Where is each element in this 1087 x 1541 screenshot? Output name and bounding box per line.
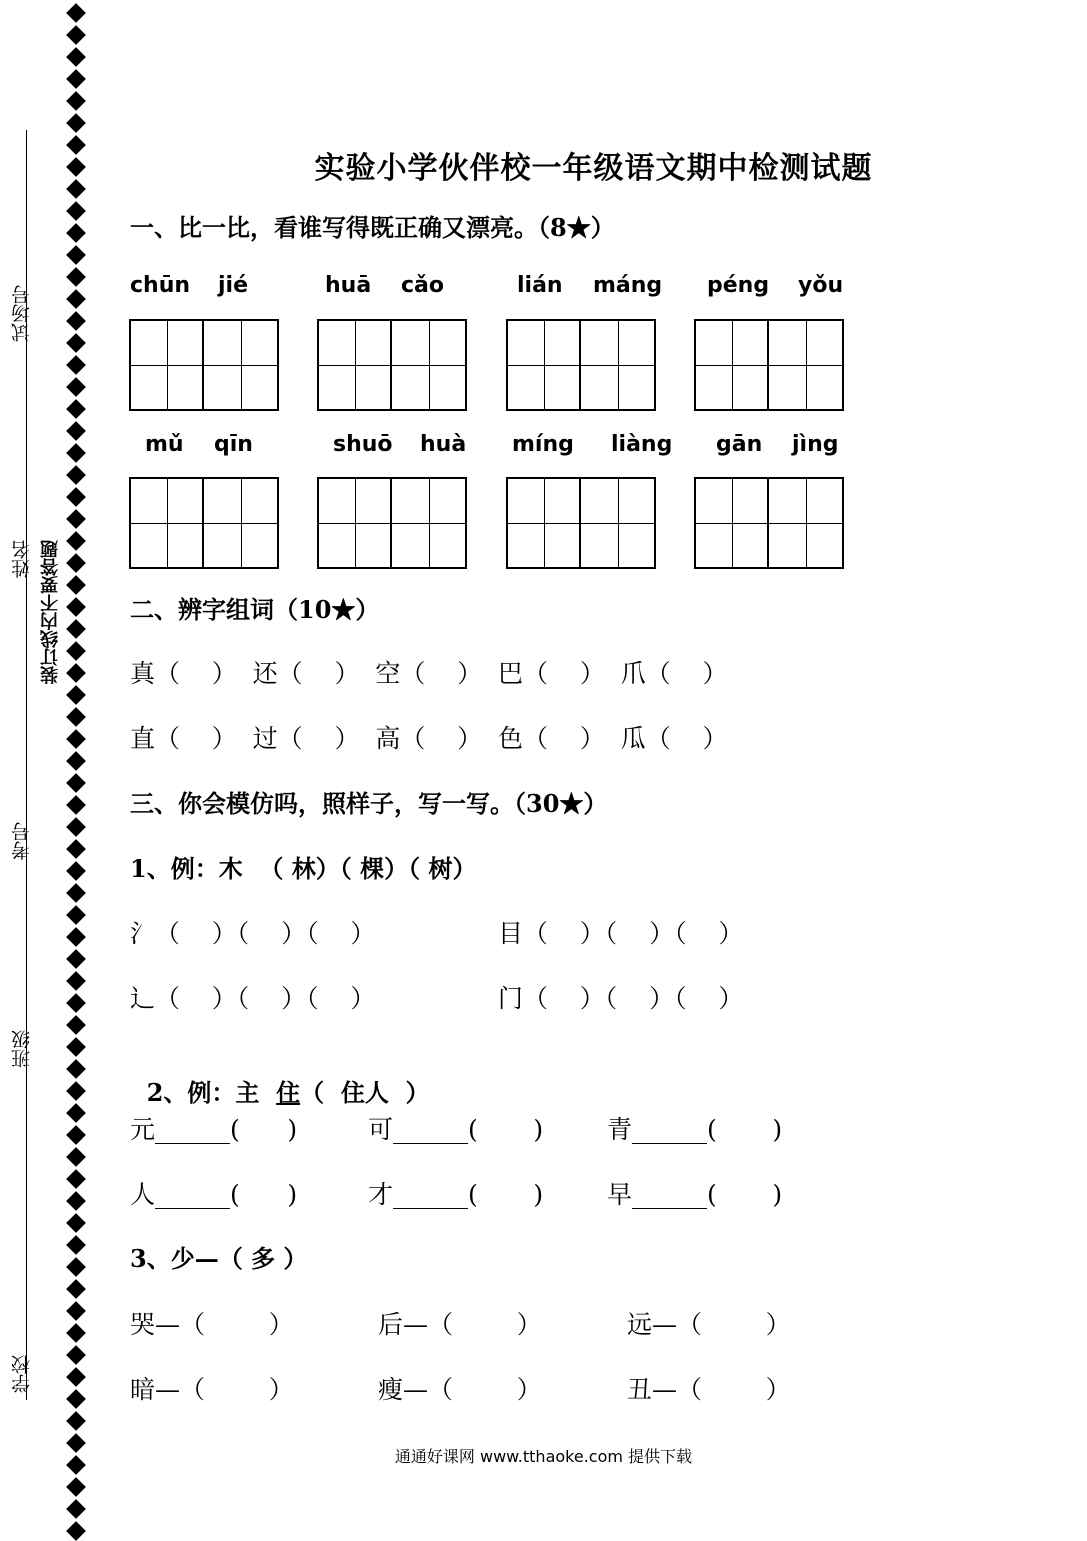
q3-answer[interactable]: 哭—（ ） <box>130 1310 294 1339</box>
binding-diamond-icon <box>66 465 86 485</box>
q3-answer[interactable]: 暗—（ ） <box>130 1375 294 1404</box>
binding-diamond-icon <box>66 641 86 661</box>
binding-diamond-icon <box>66 1477 86 1497</box>
binding-diamond-icon <box>66 1037 86 1057</box>
binding-diamond-icon <box>66 223 86 243</box>
binding-diamond-icon <box>66 1499 86 1519</box>
binding-diamond-icon <box>66 1169 86 1189</box>
binding-diamond-icon <box>66 1389 86 1409</box>
writing-grid-box[interactable] <box>694 477 844 569</box>
binding-diamond-icon <box>66 685 86 705</box>
binding-diamond-icon <box>66 25 86 45</box>
q3-answer[interactable]: 瘦—（ ） <box>378 1375 542 1404</box>
pinyin: qīn <box>214 432 253 457</box>
q2-answer[interactable]: 元______( ) <box>130 1115 298 1144</box>
binding-diamond-icon <box>66 69 86 89</box>
binding-diamond-icon <box>66 289 86 309</box>
q3-answer[interactable]: 远—（ ） <box>627 1310 791 1339</box>
pinyin: máng <box>593 273 663 298</box>
binding-diamond-icon <box>66 795 86 815</box>
binding-diamond-icon <box>66 1125 86 1145</box>
q2-example-prefix: 2、例：主 <box>146 1078 277 1107</box>
writing-grid-box[interactable] <box>317 319 467 411</box>
writing-grid-box[interactable] <box>129 477 279 569</box>
binding-diamond-icon <box>66 1345 86 1365</box>
margin-label-name: 姓名 <box>11 540 33 578</box>
section3-heading: 三、你会模仿吗，照样子，写一写。（30★） <box>130 789 608 818</box>
pinyin: cǎo <box>401 273 445 298</box>
binding-diamond-icon <box>66 971 86 991</box>
pinyin: jìng <box>792 432 839 457</box>
binding-diamond-icon <box>66 1191 86 1211</box>
binding-diamond-icon <box>66 1147 86 1167</box>
binding-diamond-icon <box>66 47 86 67</box>
binding-diamond-icon <box>66 597 86 617</box>
binding-diamond-icon <box>66 553 86 573</box>
q3-answer[interactable]: 后—（ ） <box>378 1310 542 1339</box>
binding-diamond-icon <box>66 817 86 837</box>
binding-diamond-icon <box>66 1103 86 1123</box>
binding-diamond-icon <box>66 663 86 683</box>
binding-diamond-icon <box>66 949 86 969</box>
binding-diamond-icon <box>66 1059 86 1079</box>
pinyin: yǒu <box>798 273 844 298</box>
binding-diamond-icon <box>66 377 86 397</box>
pinyin: gān <box>716 432 763 457</box>
binding-diamond-icon <box>66 3 86 23</box>
binding-diamond-icon <box>66 707 86 727</box>
binding-diamond-icon <box>66 1521 86 1541</box>
binding-diamond-icon <box>66 861 86 881</box>
footer-source: 通通好课网 www.tthaoke.com 提供下载 <box>394 1447 693 1466</box>
q2-answer[interactable]: 早______( ) <box>607 1180 783 1209</box>
q1-answer-row[interactable]: 门（ ）（ ）（ ） <box>498 984 744 1013</box>
binding-diamond-icon <box>66 509 86 529</box>
binding-diamond-icon <box>66 575 86 595</box>
pinyin: míng <box>512 432 574 457</box>
binding-diamond-icon <box>66 355 86 375</box>
q2-example <box>130 1044 430 1108</box>
pinyin: liàng <box>611 432 673 457</box>
binding-diamond-icon <box>66 619 86 639</box>
section2-heading: 二、辨字组词（10★） <box>130 595 380 624</box>
pinyin: lián <box>517 273 563 298</box>
q2-example-word: 住 <box>276 1078 301 1107</box>
binding-diamond-icon <box>66 839 86 859</box>
binding-margin-rail <box>62 0 102 1536</box>
binding-diamond-icon <box>66 1411 86 1431</box>
binding-diamond-icon <box>66 1081 86 1101</box>
q2-answer[interactable]: 才______( ) <box>368 1180 544 1209</box>
writing-grid-box[interactable] <box>506 477 656 569</box>
pinyin: shuō <box>333 432 393 457</box>
binding-note: 装订线内不要答题 <box>40 540 61 684</box>
binding-diamond-icon <box>66 1279 86 1299</box>
section2-row[interactable]: 真（ ） 还（ ） 空（ ） 巴（ ） 爪（ ） <box>130 659 728 688</box>
writing-grid-box[interactable] <box>129 319 279 411</box>
binding-diamond-icon <box>66 267 86 287</box>
binding-diamond-icon <box>66 1213 86 1233</box>
q2-answer[interactable]: 青______( ) <box>607 1115 783 1144</box>
q1-example: 1、例：木 （ 林）（ 棵）（ 树） <box>130 854 477 883</box>
margin-label-class: 班级 <box>11 1030 33 1068</box>
binding-diamond-icon <box>66 531 86 551</box>
binding-diamond-icon <box>66 927 86 947</box>
margin-label-exam-number: 考号 <box>11 822 33 860</box>
q1-answer-row[interactable]: 目（ ）（ ）（ ） <box>498 919 744 948</box>
q3-example: 3、少—（ 多 ） <box>130 1244 308 1273</box>
binding-diamond-icon <box>66 1015 86 1035</box>
q2-answer[interactable]: 人______( ) <box>130 1180 298 1209</box>
binding-diamond-icon <box>66 443 86 463</box>
writing-grid-box[interactable] <box>694 319 844 411</box>
binding-diamond-icon <box>66 883 86 903</box>
binding-diamond-icon <box>66 1301 86 1321</box>
q2-example-suffix: （ 住人 ） <box>300 1078 430 1107</box>
binding-diamond-icon <box>66 245 86 265</box>
writing-grid-box[interactable] <box>506 319 656 411</box>
binding-diamond-icon <box>66 113 86 133</box>
q3-answer[interactable]: 丑—（ ） <box>627 1375 791 1404</box>
q2-answer[interactable]: 可______( ) <box>368 1115 544 1144</box>
binding-diamond-icon <box>66 333 86 353</box>
binding-diamond-icon <box>66 751 86 771</box>
pinyin: jié <box>218 273 249 298</box>
pinyin: péng <box>707 273 770 298</box>
binding-diamond-icon <box>66 905 86 925</box>
binding-diamond-icon <box>66 487 86 507</box>
binding-diamond-icon <box>66 1235 86 1255</box>
section2-row[interactable]: 直（ ） 过（ ） 高（ ） 色（ ） 瓜（ ） <box>130 724 728 753</box>
writing-grid-box[interactable] <box>317 477 467 569</box>
binding-diamond-icon <box>66 773 86 793</box>
pinyin: huā <box>325 273 372 298</box>
binding-diamond-icon <box>66 1367 86 1387</box>
binding-diamond-icon <box>66 1257 86 1277</box>
binding-diamond-icon <box>66 91 86 111</box>
q1-answer-row[interactable]: 辶（ ）（ ）（ ） <box>130 984 376 1013</box>
margin-label-school: 学校 <box>11 1355 33 1393</box>
pinyin: huà <box>420 432 467 457</box>
binding-diamond-icon <box>66 201 86 221</box>
pinyin: mǔ <box>145 432 184 457</box>
q1-answer-row[interactable]: 氵（ ）（ ）（ ） <box>130 919 376 948</box>
section1-heading: 一、比一比，看谁写得既正确又漂亮。（8★） <box>130 213 615 242</box>
pinyin: chūn <box>130 273 191 298</box>
binding-diamond-icon <box>66 729 86 749</box>
margin-label-exam-room: 试场号 <box>11 285 33 342</box>
binding-diamond-icon <box>66 399 86 419</box>
binding-diamond-icon <box>66 993 86 1013</box>
binding-diamond-icon <box>66 311 86 331</box>
binding-diamond-icon <box>66 421 86 441</box>
page-title: 实验小学伙伴校一年级语文期中检测试题 <box>314 151 873 186</box>
binding-diamond-icon <box>66 1323 86 1343</box>
